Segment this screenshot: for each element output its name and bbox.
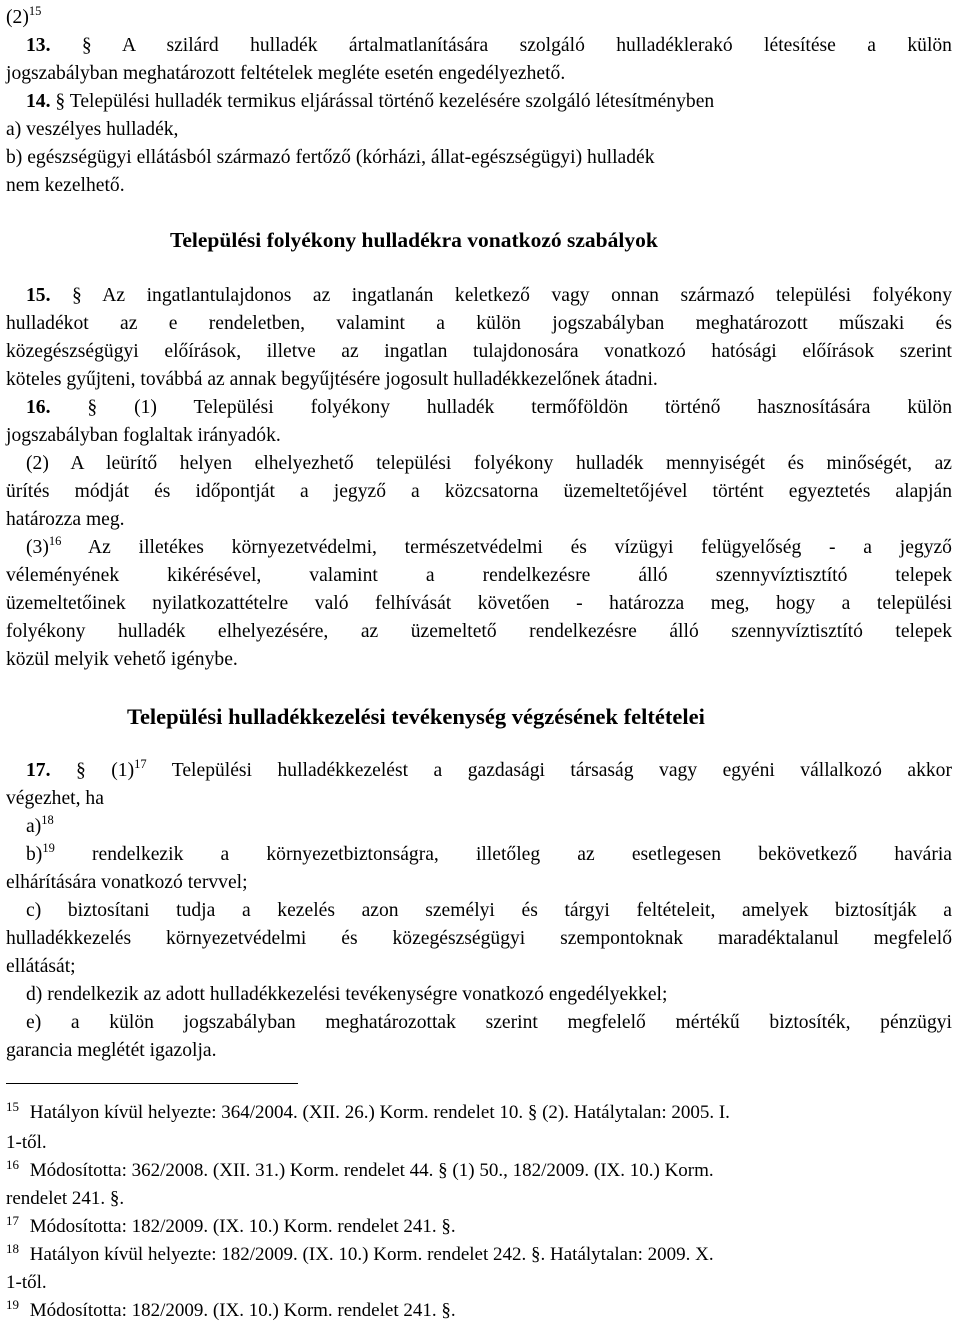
section-16-text: (1) Települési folyékony hulladék termőföldön történő hasznosítására külön xyxy=(134,397,953,418)
list-item-17-c-line-1: c) biztosítani tudja a kezelés azon személyi és tárgyi feltételeit, amelyek biztosítják a xyxy=(26,900,952,921)
section-16-par3-text: Az illetékes környezetvédelmi, természetvédelmi és vízügyi felügyelőség - a jegyző xyxy=(88,537,952,558)
section-13-line-2: jogszabályban meghatározott feltételek megléte esetén engedélyezhető. xyxy=(6,63,566,84)
list-item-17-e-line-2: garancia meglétét igazolja. xyxy=(6,1040,217,1061)
section-16-par3-line-3: üzemeltetőinek nyilatkozattételre való felhívását követően - határozza meg, hogy a települési xyxy=(6,593,952,614)
section-15-text: Az ingatlantulajdonos az ingatlanán keletkező vagy onnan származó települési folyékony xyxy=(102,285,952,306)
footnote-15-cont: 1-től. xyxy=(6,1132,47,1153)
footnote-ref-18: 18 xyxy=(41,813,54,827)
paragraph-2-marker xyxy=(6,4,42,28)
section-17-line-1 xyxy=(6,757,953,781)
footnote-15 xyxy=(6,1099,730,1123)
section-sign: § xyxy=(87,397,98,418)
section-sign: § xyxy=(55,91,66,112)
footnote-separator xyxy=(6,1083,298,1084)
section-16-par3-line-4: folyékony hulladék elhelyezésére, az üzemeltető rendelkezésre álló szennyvíztisztító telepek xyxy=(6,621,952,642)
list-label-b: b) xyxy=(26,844,43,865)
section-16-par3-line-5: közül melyik vehető igénybe. xyxy=(6,649,238,670)
footnote-18 xyxy=(6,1241,714,1265)
footnote-text: Módosította: 182/2009. (IX. 10.) Korm. rendelet 241. §. xyxy=(29,1216,456,1237)
list-item-b: b) egészségügyi ellátásból származó fertőző (kórházi, állat-egészségügyi) hulladék xyxy=(6,147,655,168)
section-16-par2-line-1: (2) A leürítő helyen elhelyezhető települési folyékony hulladék mennyiségét és minőségét, az xyxy=(26,453,952,474)
footnote-ref-19: 19 xyxy=(42,841,55,855)
footnote-number: 19 xyxy=(6,1297,19,1312)
footnote-text: Hatályon kívül helyezte: 364/2004. (XII. 26.) Korm. rendelet 10. § (2). Hatálytalan: 2005. I. xyxy=(29,1102,730,1123)
section-16-par3-line-2: véleményének kikérésével, valamint a rendelkezésre álló szennyvíztisztító telepek xyxy=(6,565,952,586)
section-16-line-2: jogszabályban foglaltak irányadók. xyxy=(6,425,281,446)
footnote-text: Hatályon kívül helyezte: 182/2009. (IX. 10.) Korm. rendelet 242. §. Hatálytalan: 2009. X. xyxy=(29,1244,714,1265)
section-13-text: A szilárd hulladék ártalmatlanítására szolgáló hulladéklerakó létesítése a külön xyxy=(122,35,952,56)
footnote-16-cont: rendelet 241. §. xyxy=(6,1188,125,1209)
footnote-number: 15 xyxy=(6,1099,19,1114)
section-14-line-1 xyxy=(6,92,714,112)
list-item-a: a) veszélyes hulladék, xyxy=(6,119,179,140)
footnote-18-cont: 1-től. xyxy=(6,1272,47,1293)
list-item-17-c-line-2: hulladékkezelés környezetvédelmi és közegészségügyi szempontoknak maradéktalanul megfelelő xyxy=(6,928,952,949)
section-17-text: Települési hulladékkezelést a gazdasági társaság vagy egyéni vállalkozó akkor xyxy=(171,760,953,781)
section-16-par2-line-2: ürítés módját és időpontját a jegyző a közcsatorna üzemeltetőjével történt egyeztetés alapján xyxy=(6,481,952,502)
heading-liquid-waste: Települési folyékony hulladékra vonatkozó szabályok xyxy=(170,228,658,252)
section-15-line-1 xyxy=(6,286,952,306)
section-16-line-1 xyxy=(6,398,952,418)
section-15-line-2: hulladékot az e rendeletben, valamint a külön jogszabályban meghatározott műszaki és xyxy=(6,313,952,334)
section-number-15: 15. xyxy=(26,285,51,306)
section-16-par2-line-3: határozza meg. xyxy=(6,509,125,530)
list-item-17-c-line-3: ellátását; xyxy=(6,956,76,977)
footnote-ref-17: 17 xyxy=(134,757,147,771)
section-14-line-4: nem kezelhető. xyxy=(6,175,125,196)
section-16-par3-line-1 xyxy=(6,534,952,558)
footnote-19 xyxy=(6,1297,456,1321)
list-item-17-e-line-1: e) a külön jogszabályban meghatározottak szerint megfelelő mértékű biztosíték, pénzügyi xyxy=(26,1012,952,1033)
footnote-ref-15: 15 xyxy=(28,4,42,18)
section-sign: § xyxy=(81,35,92,56)
section-13-line-1 xyxy=(6,36,952,56)
section-14-text: Települési hulladék termikus eljárással történő kezelésére szolgáló létesítményben xyxy=(69,91,715,112)
list-item-17-a xyxy=(26,813,54,837)
footnote-number: 18 xyxy=(6,1241,19,1256)
section-15-line-4: köteles gyűjteni, továbbá az annak begyűjtésére jogosult hulladékkezelőnek átadni. xyxy=(6,369,658,390)
section-number-16: 16. xyxy=(26,397,51,418)
footnote-ref-16: 16 xyxy=(48,534,62,548)
list-item-17-b-text: rendelkezik a környezetbiztonságra, illetőleg az esetlegesen bekövetkező havária xyxy=(91,844,953,865)
footnote-text: Módosította: 362/2008. (XII. 31.) Korm. rendelet 44. § (1) 50., 182/2009. (IX. 10.) Korm. xyxy=(29,1160,714,1181)
footnote-16 xyxy=(6,1157,714,1181)
list-item-17-d: d) rendelkezik az adott hulladékkezelési tevékenységre vonatkozó engedélyekkel; xyxy=(26,984,668,1005)
list-label-a: a) xyxy=(26,816,42,837)
section-number-13: 13. xyxy=(26,35,51,56)
list-item-17-b-line-1 xyxy=(6,841,953,865)
section-sign: § xyxy=(75,760,86,781)
list-item-17-b-line-2: elhárítására vonatkozó tervvel; xyxy=(6,872,248,893)
paragraph-number: (3) xyxy=(26,537,49,558)
section-number-17: 17. xyxy=(26,760,51,781)
paragraph-number: (1) xyxy=(111,760,135,781)
section-15-line-3: közegészségügyi előírások, illetve az ingatlan tulajdonosára vonatkozó hatósági előírások szerint xyxy=(6,341,952,362)
footnote-number: 16 xyxy=(6,1157,19,1172)
footnote-17 xyxy=(6,1213,456,1237)
section-number-14: 14. xyxy=(26,91,51,112)
footnote-text: Módosította: 182/2009. (IX. 10.) Korm. rendelet 241. §. xyxy=(29,1300,456,1321)
section-17-line-2: végezhet, ha xyxy=(6,788,104,809)
paragraph-number: (2) xyxy=(6,7,29,28)
section-sign: § xyxy=(72,285,82,306)
footnote-number: 17 xyxy=(6,1213,19,1228)
heading-waste-management-conditions: Települési hulladékkezelési tevékenység végzésének feltételei xyxy=(127,704,705,729)
